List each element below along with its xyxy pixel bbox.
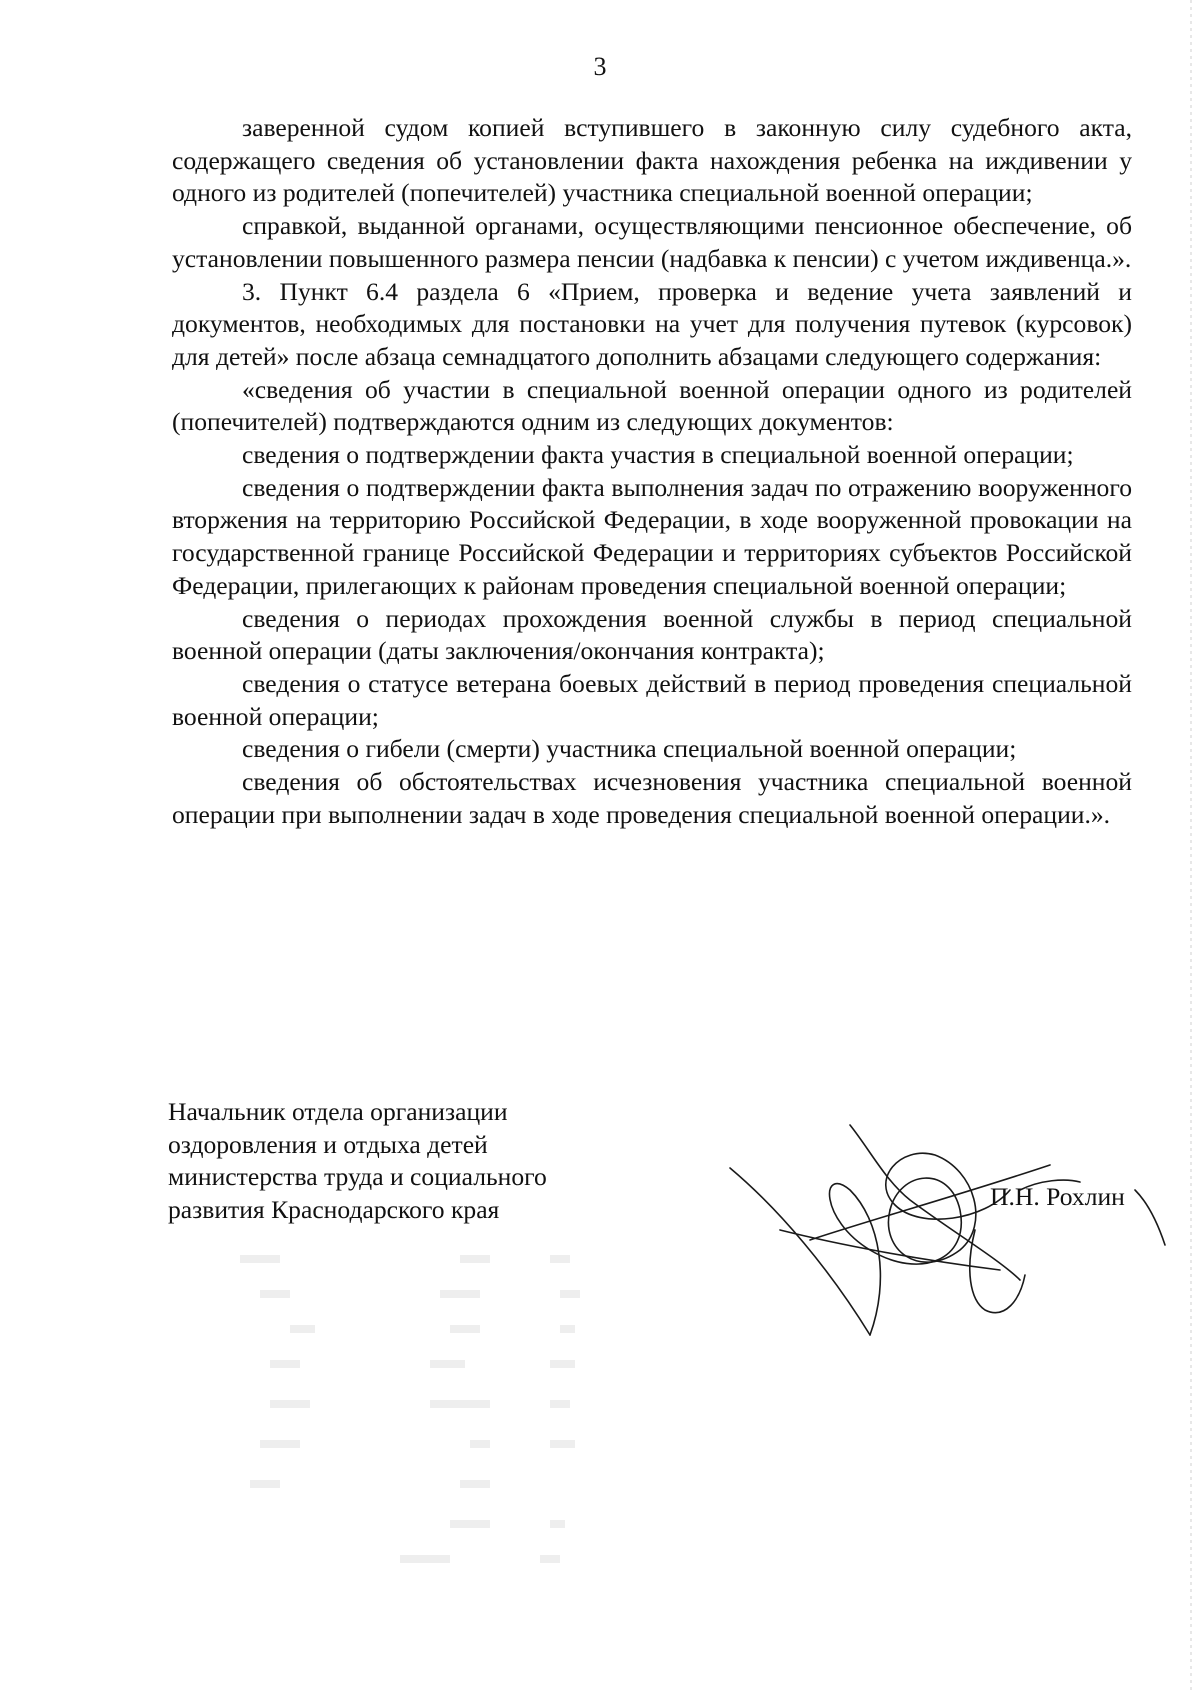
page-number: 3 — [593, 52, 607, 81]
signatory-title-line: министерства труда и социального — [168, 1162, 547, 1191]
paragraph-pension-certificate: справкой, выданной органами, осуществляющими пенсионное обеспечение, об установлении повышенного размера пенсии (надбавка к пенсии) с учетом иждивенца.». — [172, 211, 1132, 273]
paragraph-invasion-repelling: сведения о подтверждении факта выполнения задач по отражению вооруженного вторжения на территорию Российской Федерации, в ходе вооруженной провокации на государственной границе Российской Федерации и территориях субъектов Российской Федерации, прилегающих к районам проведения специальной военной операции; — [172, 472, 1132, 600]
paragraph-item-3: 3. Пункт 6.4 раздела 6 «Прием, проверка и ведение учета заявлений и документов, необходимых для постановки на учет для получения путевок (курсовок) для детей» после абзаца семнадцатого дополнить абзацами следующего содержания: — [172, 276, 1132, 371]
paragraph-service-periods: сведения о периодах прохождения военной службы в период специальной военной операции (даты заключения/окончания контракта); — [172, 603, 1132, 666]
paragraph-court-act-copy: заверенной судом копией вступившего в законную силу судебного акта, содержащего сведения об установлении факта нахождения ребенка на иждивении у одного из родителей (попечителей) участника специальной военной операции; — [172, 113, 1132, 208]
paragraph-disappearance-info: сведения об обстоятельствах исчезновения участника специальной военной операции при выполнении задач в ходе проведения специальной военной операции.». — [172, 767, 1132, 829]
document-body — [172, 112, 1132, 831]
signatory-title-line: Начальник отдела организации — [168, 1097, 508, 1126]
paragraph-death-info: сведения о гибели (смерти) участника специальной военной операции; — [242, 734, 1017, 764]
handwritten-signature — [720, 1110, 1170, 1350]
signatory-title-line: развития Краснодарского края — [168, 1194, 500, 1224]
paragraph-svo-participation-intro: «сведения об участии в специальной военной операции одного из родителей (попечителей) подтверждаются одним из следующих документов: — [172, 374, 1132, 437]
faint-bleed-through-marks — [230, 1250, 650, 1580]
paragraph-participation-confirmation: сведения о подтверждении факта участия в специальной военной операции; — [242, 440, 1074, 470]
signatory-name: П.Н. Рохлин — [990, 1182, 1125, 1211]
signatory-title — [168, 1096, 547, 1226]
signatory-title-line: оздоровления и отдыха детей — [168, 1129, 488, 1159]
paragraph-veteran-status: сведения о статусе ветерана боевых действий в период проведения специальной военной операции; — [172, 668, 1132, 731]
scan-edge-artifact — [1190, 0, 1192, 1693]
